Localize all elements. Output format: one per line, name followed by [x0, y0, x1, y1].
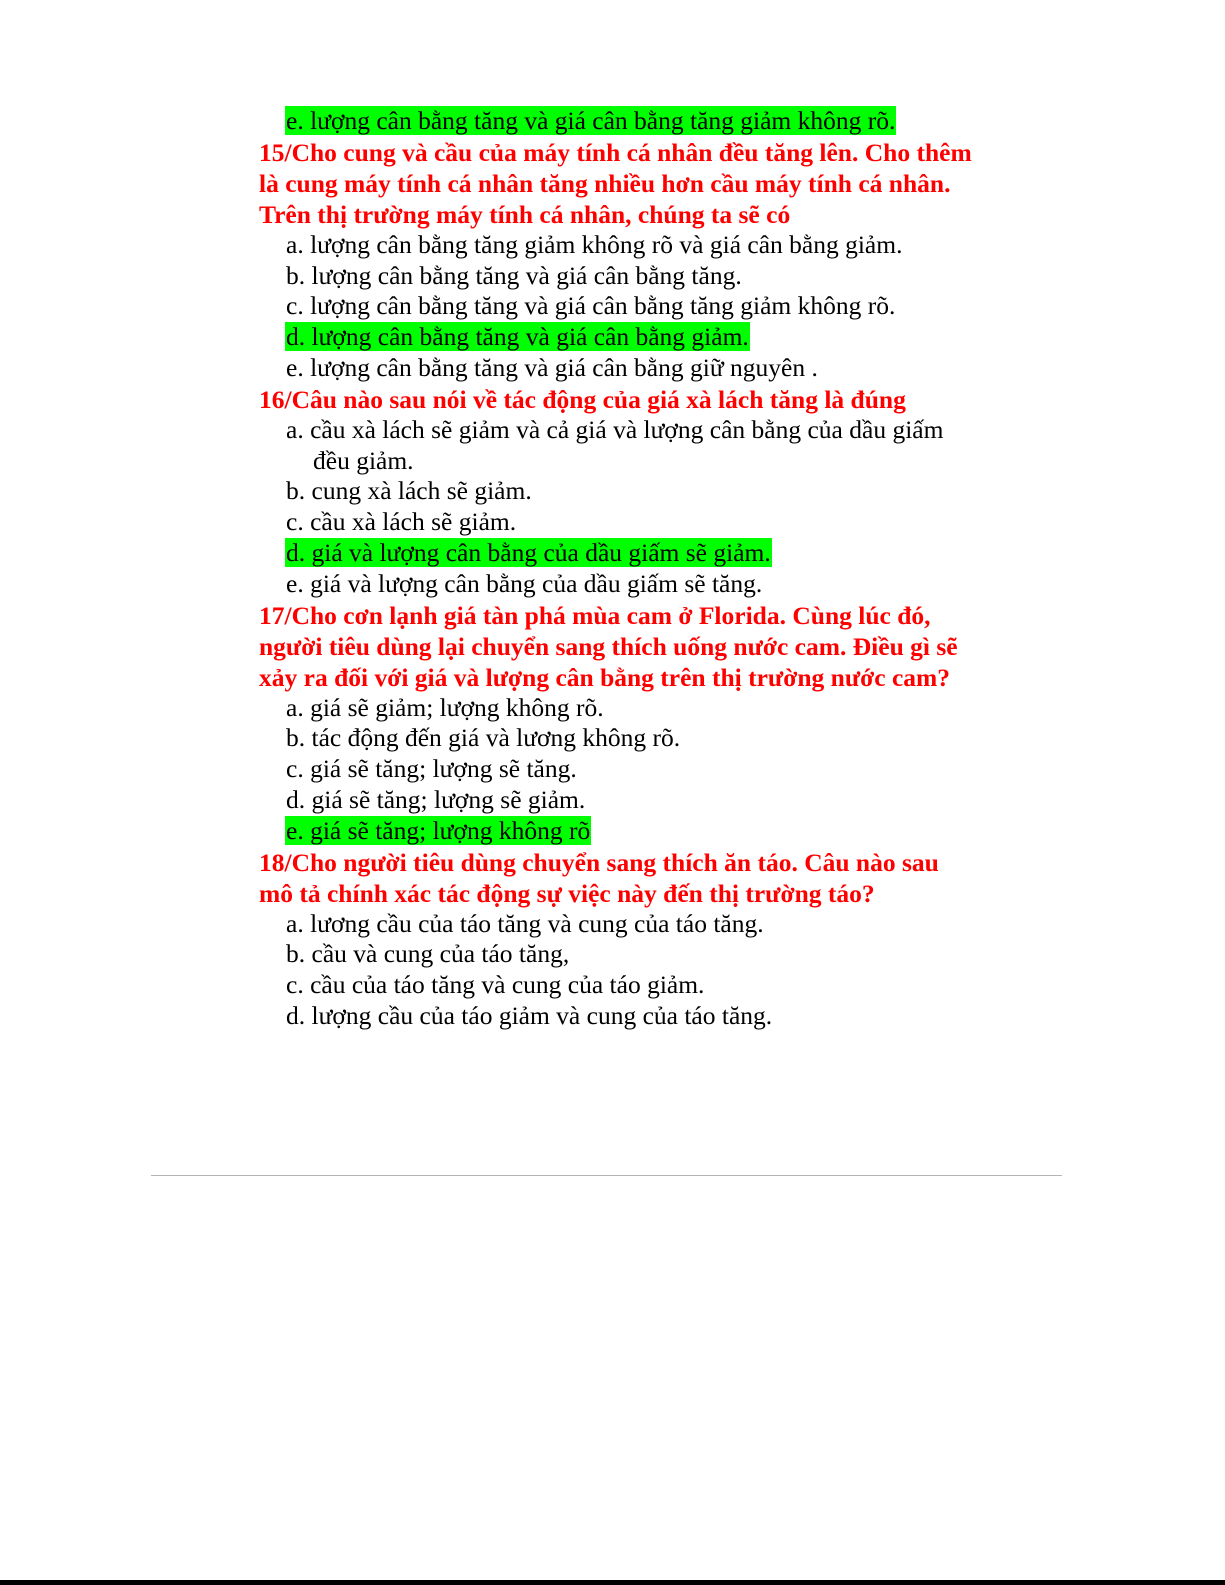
quiz-content: [259, 106, 979, 1032]
option-c: [285, 754, 979, 785]
option-text: a. lương cầu của táo tăng và cung của táo tăng.: [286, 908, 764, 938]
option-text: d. lượng cân bằng tăng và giá cân bằng giảm.: [286, 322, 749, 352]
option-c: [285, 291, 979, 322]
option-text: b. lượng cân bằng tăng và giá cân bằng tăng.: [286, 260, 742, 290]
option-text: e. lượng cân bằng tăng và giá cân bằng giữ nguyên .: [286, 352, 818, 382]
question-18-options: [259, 909, 979, 1032]
option-text: e. giá sẽ tăng; lượng không rõ: [286, 815, 591, 845]
option-text: b. tác động đến giá và lương không rõ.: [286, 723, 681, 753]
option-b: [285, 261, 979, 292]
prev-question-options: [259, 106, 979, 137]
question-17: 17/Cho cơn lạnh giá tàn phá mùa cam ở Florida. Cùng lúc đó, người tiêu dùng lại chuyển sang thích uống nước cam. Điều gì sẽ xảy ra đối với giá và lượng cân bằng trên thị trường nước cam?: [259, 600, 958, 692]
question-16-options: [259, 415, 979, 600]
option-c: [285, 970, 979, 1001]
option-a: [285, 909, 979, 940]
page-bottom-edge: [0, 1580, 1225, 1585]
option-text: c. cầu của táo tăng và cung của táo giảm.: [286, 970, 705, 1000]
question-16: 16/Câu nào sau nói về tác động của giá xà lách tăng là đúng: [259, 384, 906, 414]
option-a: [285, 230, 979, 261]
option-d: [285, 785, 979, 816]
question-15-options: [259, 230, 979, 384]
option-b: [285, 723, 979, 754]
option-text: d. giá và lượng cân bằng của dầu giấm sẽ giảm.: [286, 537, 771, 567]
option-a: [285, 693, 979, 724]
option-text: a. cầu xà lách sẽ giảm và cả giá và lượng cân bằng của dầu giấm đều giảm.: [286, 414, 944, 475]
option-c: [285, 507, 979, 538]
option-text: e. lượng cân bằng tăng và giá cân bằng tăng giảm không rõ.: [286, 106, 896, 135]
option-text: c. lượng cân bằng tăng và giá cân bằng tăng giảm không rõ.: [286, 291, 896, 321]
question-18: 18/Cho người tiêu dùng chuyển sang thích ăn táo. Câu nào sau mô tả chính xác tác động sự việc này đến thị trường táo?: [259, 847, 939, 908]
question-15: 15/Cho cung và cầu của máy tính cá nhân đều tăng lên. Cho thêm là cung máy tính cá nhân tăng nhiều hơn cầu máy tính cá nhân. Trên thị trường máy tính cá nhân, chúng ta sẽ có: [259, 137, 972, 229]
page-divider: [151, 1175, 1062, 1176]
option-d-correct: [285, 322, 979, 353]
option-e-correct: [285, 106, 979, 137]
option-text: e. giá và lượng cân bằng của dầu giấm sẽ tăng.: [286, 568, 763, 598]
option-text: b. cung xà lách sẽ giảm.: [286, 476, 532, 506]
option-text: c. cầu xà lách sẽ giảm.: [286, 507, 517, 537]
option-e: [285, 353, 979, 384]
option-d: [285, 1001, 979, 1032]
option-text: d. lượng cầu của táo giảm và cung của táo tăng.: [286, 1000, 773, 1030]
option-text: b. cầu và cung của táo tăng,: [286, 939, 570, 969]
option-b: [285, 939, 979, 970]
option-text: d. giá sẽ tăng; lượng sẽ giảm.: [286, 784, 586, 814]
question-17-options: [259, 693, 979, 847]
option-text: c. giá sẽ tăng; lượng sẽ tăng.: [286, 754, 577, 784]
option-b: [285, 476, 979, 507]
option-text: a. giá sẽ giảm; lượng không rõ.: [286, 692, 604, 722]
option-d-correct: [285, 538, 979, 569]
option-e-correct: [285, 816, 979, 847]
option-text: a. lượng cân bằng tăng giảm không rõ và giá cân bằng giảm.: [286, 229, 903, 259]
option-a: [285, 415, 979, 477]
option-e: [285, 569, 979, 600]
